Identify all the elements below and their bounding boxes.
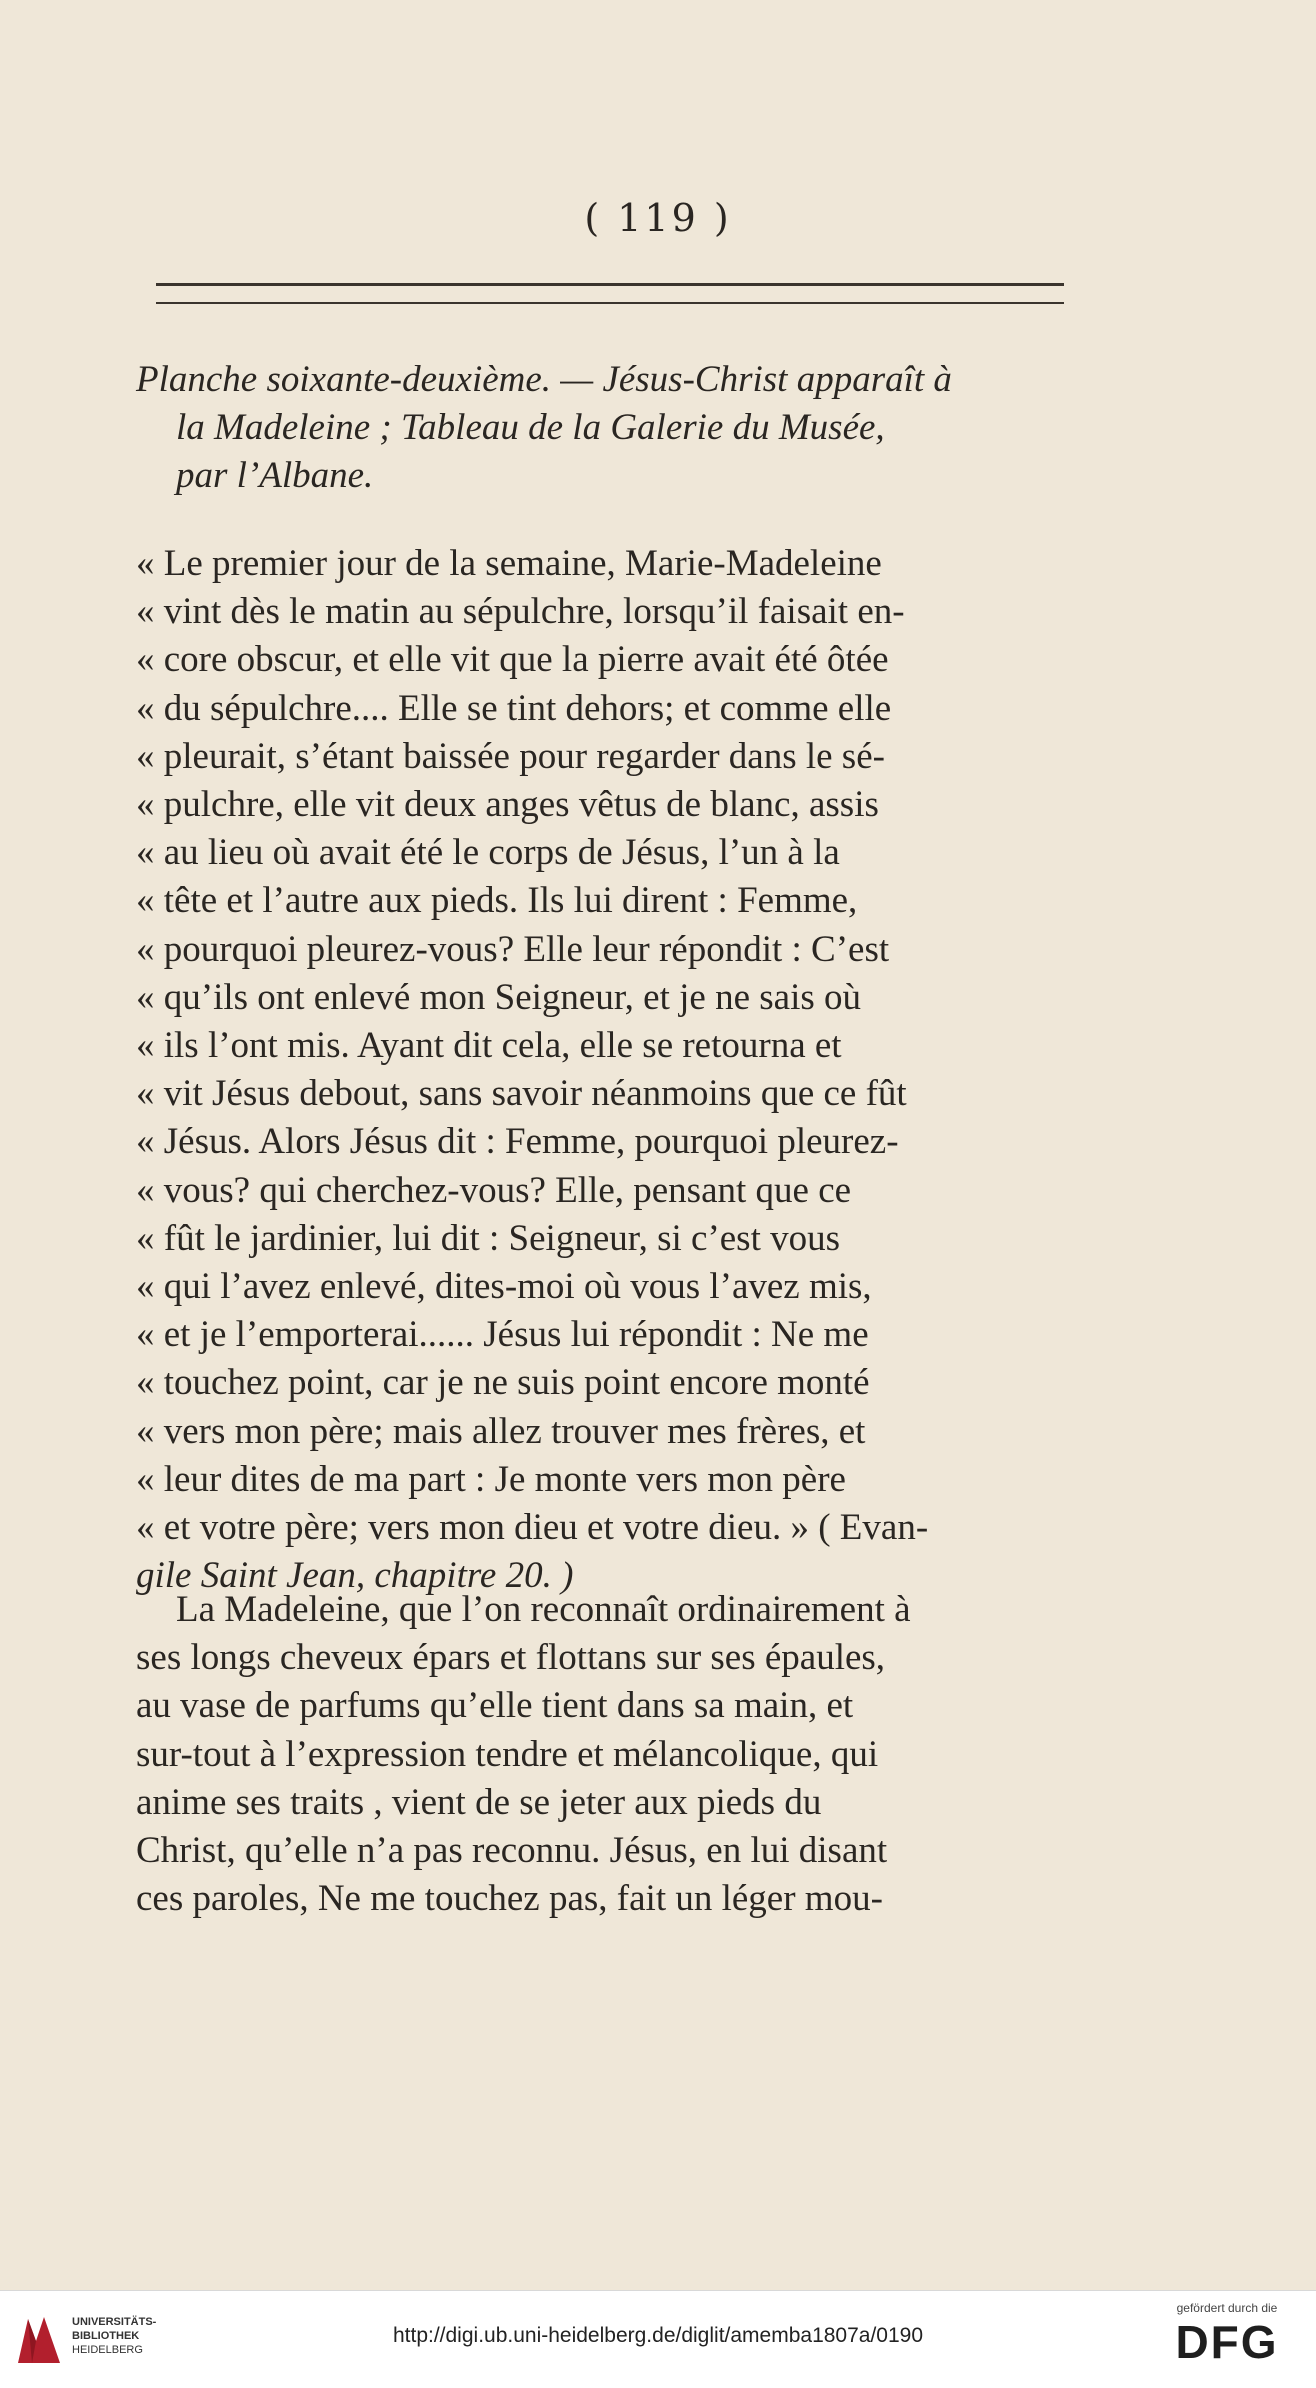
logo-text-line: UNIVERSITÄTS- — [72, 2316, 157, 2328]
body-line: Christ, qu’elle n’a pas reconnu. Jésus, en lui disant — [136, 1830, 888, 1872]
logo-text-line: BIBLIOTHEK — [72, 2330, 140, 2342]
sponsor-label: gefördert durch die — [1176, 2301, 1278, 2315]
dfg-logo: DFG — [1175, 2316, 1279, 2368]
viewer-footer — [0, 2290, 1316, 2388]
heading-line: par l’Albane. — [176, 455, 374, 497]
logo-text-line: HEIDELBERG — [72, 2344, 143, 2356]
gospel-quote — [136, 540, 1066, 1600]
body-line: ses longs cheveux épars et flottans sur ses épaules, — [136, 1637, 886, 1679]
quote-line: « pourquoi pleurez-vous? Elle leur répondit : C’est — [136, 928, 890, 970]
quote-source: gile Saint Jean, chapitre 20. ) — [136, 1555, 574, 1597]
quote-line: « fût le jardinier, lui dit : Seigneur, si c’est vous — [136, 1217, 841, 1259]
quote-line: « ils l’ont mis. Ayant dit cela, elle se retourna et — [136, 1025, 842, 1067]
body-line: sur-tout à l’expression tendre et mélancolique, qui — [136, 1733, 879, 1775]
header-rule-top — [156, 283, 1064, 286]
heading-line: la Madeleine ; Tableau de la Galerie du Musée, — [176, 407, 885, 449]
body-line: ces paroles, Ne me touchez pas, fait un léger mou- — [136, 1878, 883, 1920]
quote-line: « vit Jésus debout, sans savoir néanmoins que ce fût — [136, 1073, 907, 1115]
quote-line: « Le premier jour de la semaine, Marie-Madeleine — [136, 543, 882, 584]
commentary-paragraph — [136, 1586, 1066, 1923]
quote-line: « et je l’emporterai...... Jésus lui répondit : Ne me — [136, 1314, 869, 1356]
quote-line: « pulchre, elle vit deux anges vêtus de blanc, assis — [136, 784, 879, 826]
quote-line: « vous? qui cherchez-vous? Elle, pensant que ce — [136, 1169, 852, 1211]
quote-line: « leur dites de ma part : Je monte vers mon père — [136, 1458, 846, 1500]
body-line: La Madeleine, que l’on reconnaît ordinairement à — [176, 1589, 911, 1630]
permalink-url[interactable]: http://digi.ub.uni-heidelberg.de/diglit/amemba1807a/0190 — [392, 2324, 924, 2347]
quote-line: « vers mon père; mais allez trouver mes frères, et — [136, 1410, 866, 1452]
quote-line: « qui l’avez enlevé, dites-moi où vous l’avez mis, — [136, 1266, 872, 1308]
quote-line: « pleurait, s’étant baissée pour regarder dans le sé- — [136, 735, 885, 777]
quote-line: « core obscur, et elle vit que la pierre avait été ôtée — [136, 639, 889, 681]
body-line: anime ses traits , vient de se jeter aux pieds du — [136, 1781, 822, 1823]
quote-line: « et votre père; vers mon dieu et votre dieu. » ( Evan- — [136, 1507, 929, 1549]
quote-line: « touchez point, car je ne suis point encore monté — [136, 1362, 870, 1404]
header-rule-bottom — [156, 302, 1064, 304]
quote-line: « qu’ils ont enlevé mon Seigneur, et je ne sais où — [136, 976, 862, 1018]
page-number: ( 119 ) — [584, 196, 732, 240]
quote-line: « au lieu où avait été le corps de Jésus, l’un à la — [136, 832, 840, 874]
quote-line: « du sépulchre.... Elle se tint dehors; et comme elle — [136, 687, 892, 729]
heading-line: Planche soixante-deuxième. — Jésus-Christ apparaît à — [136, 359, 952, 400]
sponsor-logo[interactable] — [1152, 2301, 1302, 2369]
quote-line: « vint dès le matin au sépulchre, lorsqu’il faisait en- — [136, 591, 905, 633]
quote-line: « Jésus. Alors Jésus dit : Femme, pourquoi pleurez- — [136, 1121, 899, 1163]
quote-line: « tête et l’autre aux pieds. Ils lui dirent : Femme, — [136, 880, 858, 922]
plate-heading — [136, 356, 1066, 501]
body-line: au vase de parfums qu’elle tient dans sa main, et — [136, 1685, 854, 1727]
